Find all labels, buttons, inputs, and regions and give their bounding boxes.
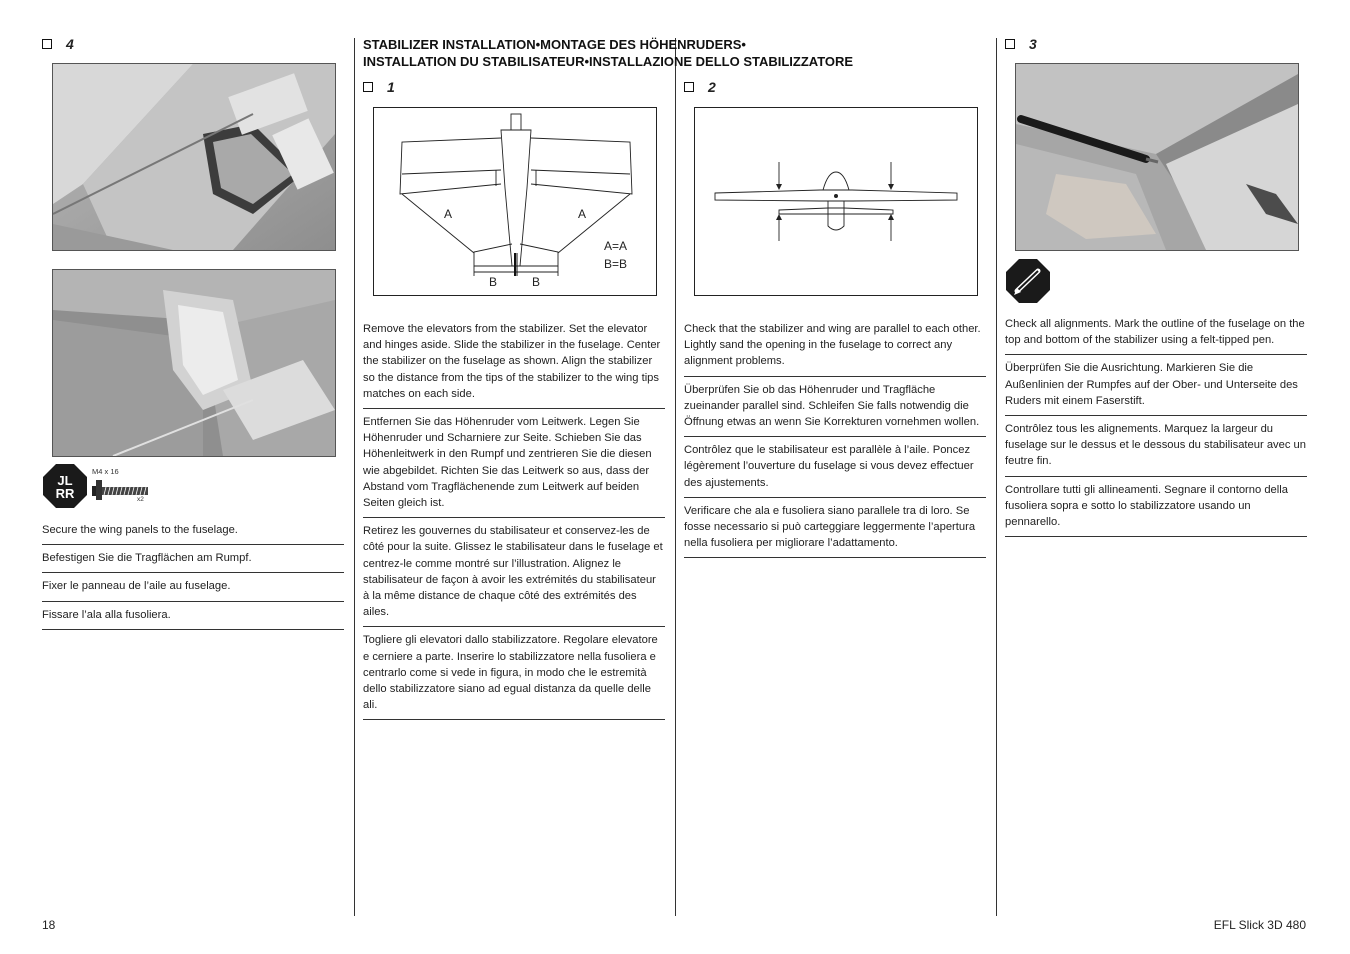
instruction-de: Befestigen Sie die Tragflächen am Rumpf.: [42, 545, 344, 573]
step-number: 4: [66, 36, 74, 52]
step-checkbox[interactable]: [42, 39, 52, 49]
instruction-en: Secure the wing panels to the fuselage.: [42, 522, 344, 545]
instruction-fr: Contrôlez que le stabilisateur est parallèle à l’aile. Poncez légèrement l’ouverture du fuselage si vous devez effectuer des ajustements.: [684, 437, 986, 498]
instruction-fr: Contrôlez tous les alignements. Marquez la largeur du fuselage sur le dessus et le dessous du stabilisateur avec un feutre fin.: [1005, 416, 1307, 477]
svg-text:RR: RR: [55, 486, 75, 501]
instruction-de: Überprüfen Sie die Ausrichtung. Markieren Sie die Außenlinien der Rumpfes auf der Ober- und Unterseite des Ruders mit einem Faserstift.: [1005, 355, 1307, 416]
photo-marking-stabilizer: [1015, 63, 1299, 251]
section-heading-line2: INSTALLATION DU STABILISATEUR•INSTALLAZIONE DELLO STABILIZZATORE: [363, 54, 854, 69]
instruction-it: Verificare che ala e fusoliera siano parallele tra di loro. Se fosse necessario si può carteggiare leggermente l’apertura nella fusoliera per migliorare l’adattamento.: [684, 498, 986, 559]
step-checkbox[interactable]: [1005, 39, 1015, 49]
diagram-top-view: [373, 107, 657, 296]
instructions-step-1: [363, 321, 665, 720]
column-divider: [354, 38, 355, 916]
instructions-step-3: [1005, 316, 1307, 537]
product-name: EFL Slick 3D 480: [1213, 918, 1306, 932]
label-a-right: A: [578, 207, 587, 221]
page-number: 18: [42, 918, 56, 932]
instructions-step-4: [42, 522, 344, 630]
instruction-fr: Fixer le panneau de l’aile au fuselage.: [42, 573, 344, 601]
hardware-stop-icon: [42, 463, 88, 509]
svg-text:JL: JL: [57, 473, 73, 488]
step-3-header: [1005, 36, 1037, 52]
label-b-right: B: [532, 275, 541, 289]
photo-wing-mounted: [52, 269, 336, 457]
section-heading: [363, 36, 963, 70]
column-divider: [996, 38, 997, 916]
instruction-it: Fissare l’ala alla fusoliera.: [42, 602, 344, 630]
label-b-left: B: [489, 275, 498, 289]
instruction-de: Überprüfen Sie ob das Höhenruder und Tragfläche zueinander parallel sind. Schleifen Sie falls notwendig die Öffnung etwas an wenn Sie Korrekturen vornehmen wollen.: [684, 377, 986, 438]
step-checkbox[interactable]: [363, 82, 373, 92]
diagram-front-view: [694, 107, 978, 296]
label-a-equals-a: A=A: [604, 239, 628, 253]
pen-icon: [1005, 258, 1051, 304]
instruction-en: Check all alignments. Mark the outline of the fuselage on the top and bottom of the stabilizer using a felt-tipped pen.: [1005, 316, 1307, 355]
step-checkbox[interactable]: [684, 82, 694, 92]
step-number: 2: [708, 79, 716, 95]
instruction-en: Remove the elevators from the stabilizer. Set the elevator and hinges aside. Slide the stabilizer in the fuselage. Center the stabilizer on the fuselage as shown. Align the stabilizer so the distance from the tips of the stabilizer to the wing tips matches on each side.: [363, 321, 665, 409]
instruction-it: Togliere gli elevatori dallo stabilizzatore. Regolare elevatore e cerniere a parte. Inserire lo stabilizzatore nella fusoliera e centrarlo come si vede in figura, in modo che le estremità dello stabilizzatore siano ad egual distanza da quelle delle ali.: [363, 627, 665, 720]
column-divider: [675, 38, 676, 916]
section-heading-line1: STABILIZER INSTALLATION•MONTAGE DES HÖHENRUDERS•: [363, 37, 746, 52]
step-1-header: [363, 79, 395, 95]
instruction-en: Check that the stabilizer and wing are parallel to each other. Lightly sand the opening in the fuselage to correct any alignment problems.: [684, 321, 986, 377]
step-number: 1: [387, 79, 395, 95]
label-a-left: A: [444, 207, 453, 221]
instruction-de: Entfernen Sie das Höhenruder vom Leitwerk. Legen Sie Höhenruder und Scharniere zur Seite. Schieben Sie das Höhenleitwerk in den Rumpf und zentrieren Sie die diesen wie abgebildet. Richten Sie das Leitwerk so aus, dass der Abstand vom Tragflächenende zum Leitwerk auf beiden Seiten gleich ist.: [363, 409, 665, 518]
step-4-header: [42, 36, 74, 52]
screw-size-label: M4 x 16: [92, 467, 119, 476]
step-number: 3: [1029, 36, 1037, 52]
step-2-header: [684, 79, 716, 95]
screw-qty-label: x2: [137, 496, 144, 503]
instruction-fr: Retirez les gouvernes du stabilisateur et conservez-les de côté pour la suite. Glissez le stabilisateur dans le fuselage et centrez-le comme montré sur l’illustration. Alignez le stabilisateur de façon à avoir les extrémités du stabilisateur à la même distance de chaque côté des extrémités des ailes.: [363, 518, 665, 627]
photo-wing-root: [52, 63, 336, 251]
label-b-equals-b: B=B: [604, 257, 628, 271]
instruction-it: Controllare tutti gli allineamenti. Segnare il contorno della fusoliera sopra e sotto lo stabilizzatore usando un pennarello.: [1005, 477, 1307, 538]
instructions-step-2: [684, 321, 986, 558]
